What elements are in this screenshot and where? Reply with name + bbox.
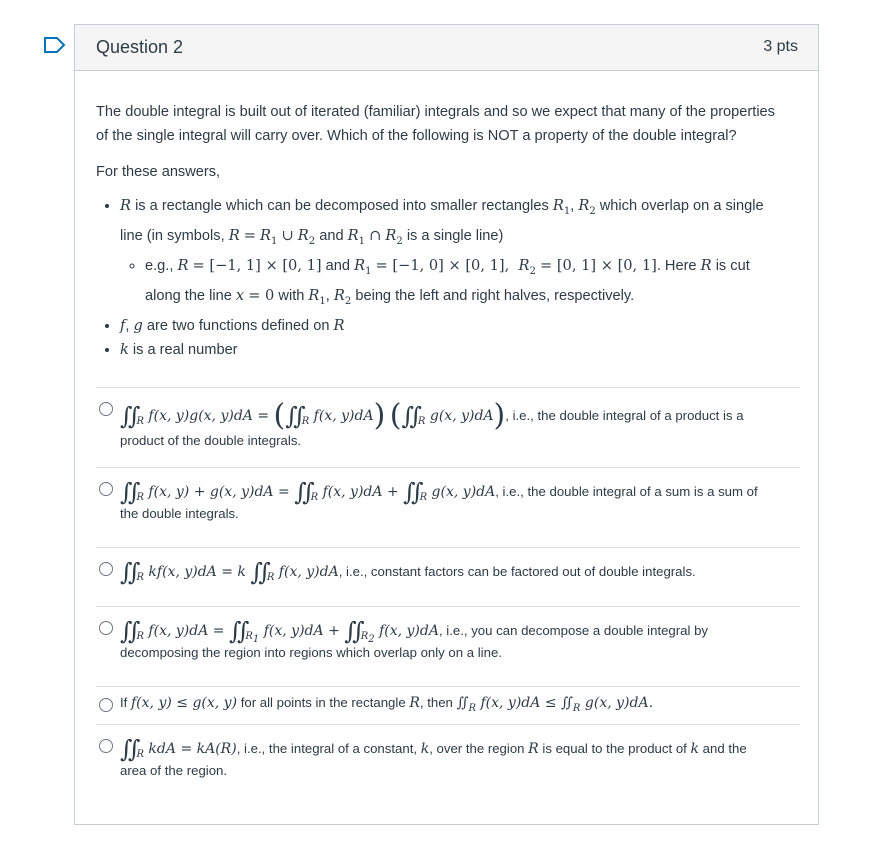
radio-button[interactable] [99,562,113,576]
question-title: Question 2 [96,37,184,57]
question-text [96,100,786,362]
radio-button[interactable] [99,739,113,753]
answer-text: , i.e., the double integral of a sum is a sum of [495,484,758,499]
list-item: ◦ e.g., R = [−1, 1] × [0, 1] and $R_1 = [-1$, 0] × [0, 1], $R_2 = [0$, 1] × [0, 1]. Here R is cut along the line x = 0 with $R_1$, $R_2$ being the left and right halves, respectively. [145,254,786,314]
answer-option-5[interactable]: If f(x, y) ≤ g(x, y) for all points in the rectangle R, then $∬_R$ f(x, $y)dA \le ∬_R$ g(x, y)dA. [96,686,800,724]
answer-option-6[interactable]: $∬_R$ kdA = kA(R), i.e., the integral of a constant, k, over the region R is equal to the product of k and the area of the region. [96,724,800,804]
list-item: • k is a real number [120,338,786,362]
answer-option-3[interactable]: $∬_R$ kf(x, y)dA = k $∬_R$ f(x, y)dA, i.e., constant factors can be factored out of double integrals. [96,547,800,606]
list-item: • R is a rectangle which can be decomposed into smaller rectangles $R_1$, $R_2$ which overlap on a single line (in symbols, $R = R_1$ ∪ $R_2$ and $R_1$ ∩ $R_2$ is a single line) ◦ e.g., R = [−1, 1] × [0, 1] and $R_1 = [-1$, 0] × [0, 1], $R_2 = [0$, 1] × [0, 1]. Here R is cut along the line x = 0 with $R_1$, $R_2$ being the left and right halves, respectively. [120,194,786,314]
flag-icon[interactable] [44,37,66,53]
list-item: • f, g are two functions defined on R [120,314,786,338]
question-header [75,25,818,71]
answer-option-4[interactable]: $∬_R$ f(x, $y)dA = ∬_{R_1}$ f(x, $y)dA + ∬_{R_2}$ f(x, y)dA, i.e., you can decompose a double integral by decomposing the region into regions which overlap only on a line. [96,606,800,686]
assumptions-list [96,194,786,362]
answer-option-1[interactable]: $∬_R$ f(x, y)g(x, $y)dA = (∬_R$ f(x, y)dA) ($∬_R$ g(x, y)dA), i.e., the double integral of a product is a product of the double integrals. [96,387,800,467]
answer-text: , i.e., the double integral of a product is a [505,408,744,423]
radio-button[interactable] [99,698,113,712]
question-intro: The double integral is built out of iterated (familiar) integrals and so we expect that many of the properties of the single integral will carry over. Which of the following is NOT a property of the double integral? [96,104,775,144]
radio-button[interactable] [99,402,113,416]
answer-text-continued: area of the region. [120,763,228,778]
answer-text: , i.e., you can decompose a double integral by [438,623,709,638]
answer-option-2[interactable]: $∬_R$ f(x, y) + g(x, $y)dA = ∬_R$ f(x, $y)dA + ∬_R$ g(x, y)dA, i.e., the double integral of a sum is a sum of the double integrals. [96,467,800,547]
radio-button[interactable] [99,482,113,496]
question-lead: For these answers, [96,164,221,180]
answer-text-continued: the double integrals. [120,506,239,521]
question-card [74,24,819,825]
radio-button[interactable] [99,621,113,635]
question-points: 3 pts [763,38,798,55]
answer-text: , i.e., constant factors can be factored out of double integrals. [338,564,696,579]
answer-list [96,387,800,804]
answer-text-continued: decomposing the region into regions which overlap only on a line. [120,645,502,660]
answer-text-continued: product of the double integrals. [120,433,302,448]
